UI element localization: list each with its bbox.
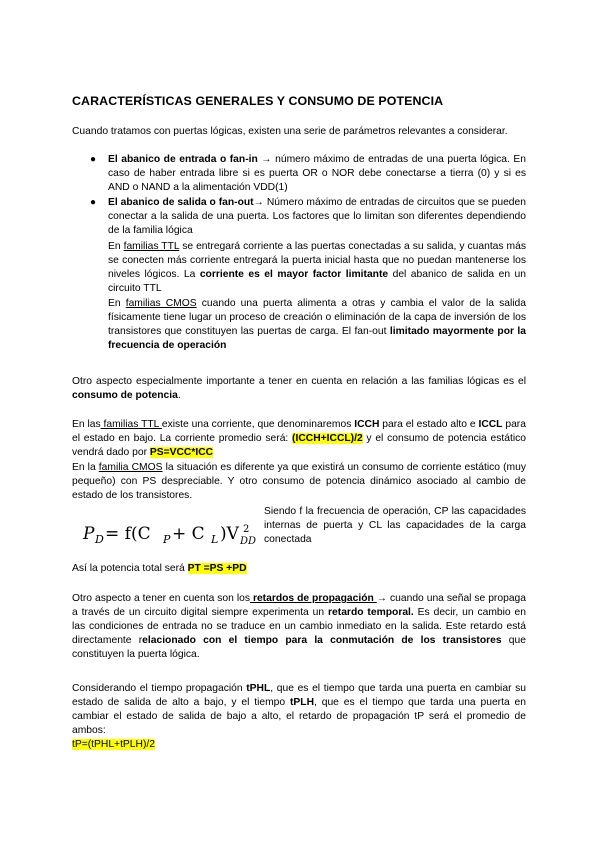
bullet-icon: ● [90,197,97,208]
formula-lhs: P [83,524,95,544]
tp-formula-highlight: tP=(tPHL+tPLH)/2 [72,739,155,750]
delay-bold1: retardo temporal. [328,607,414,618]
iccl-term: ICCL [478,419,503,430]
formula-lhs-sub: D [95,533,104,546]
familias-ttl-link-2: familias TTL [100,419,162,430]
ttl-prefix: En [108,241,124,252]
bullet-icon: ● [90,154,97,165]
power-intro-bold: consumo de potencia [72,390,178,401]
delay-bold2: elacionado con el tiempo para la conmutación de los transistores [142,635,502,646]
formula-v-sub: DD [240,536,257,547]
tp-p3: , que es el tiempo que tarda una puerta en cambiar el estado de salida de bajo a alto, el retardo de propagación tP será el promedio de ambos: [72,697,527,736]
formula-cl-sub: L [211,533,219,546]
power-intro-text: Otro aspecto especialmente importante a tener en cuenta en relación a las familias lógicas es el [72,376,526,387]
familias-cmos-link: familias CMOS [125,298,197,309]
fanout-arrow: → [253,197,267,208]
ttl-power-p5: y el consumo de potencia estático vendrá dado por [72,433,526,458]
formula-eq: = f(C [105,524,151,544]
page-title: CARACTERÍSTICAS GENERALES Y CONSUMO DE POTENCIA [72,94,444,108]
fanout-cmos-paragraph [108,297,526,353]
power-intro-paragraph [72,375,526,403]
tphl-term: tPHL [246,683,271,694]
ttl-text: se entregará corriente a las puertas conectadas a su salida, y cuantas más se conecten más corriente entregará la puerta inicial hasta que no puedan mantenerse los niveles lógicos. La [108,241,526,280]
ttl-end: del abanico de salida en un circuito TTL [108,269,526,294]
formula-cp-sub: P [163,533,171,546]
familia-cmos-link: familia CMOS [98,462,163,473]
tp-p1: Considerando el tiempo propagación [72,683,247,694]
fanout-ttl-paragraph [108,240,526,296]
formula-plus: + C [172,524,205,544]
formula-v-sup: 2 [243,524,250,535]
formula-note-text: Siendo f la frecuencia de operación, CP las capacidades internas de puerta y CL las capacidades de la carga conectada [264,506,526,545]
cmos-prefix: En [108,298,126,309]
intro-paragraph [72,125,526,139]
fanout-term: El abanico de salida o fan-out [108,197,254,208]
ttl-power-p3: para el estado alto e [379,419,479,430]
total-power-paragraph [72,562,526,576]
ttl-bold: corriente es el mayor factor limitante [199,269,389,280]
fanin-arrow: → [257,154,276,165]
delay-p3: Es decir, un cambio en las condiciones de entrada no se traduce en un cambio inmediato en la salida. Este retardo está directamente r [72,607,527,646]
delay-p1: Otro aspecto a tener en cuenta son los [72,593,250,604]
tplh-term: tPLH [289,697,315,708]
fanout-item [108,196,526,238]
formula-svg [80,518,260,548]
formula-note [264,505,526,547]
avg-current-highlight: (ICCH+ICCL)/2 [292,433,363,444]
delay-p4: que constituyen la puerta lógica. [72,635,526,660]
cmos-text: cuando una puerta alimenta a otras y cambia el valor de la salida físicamente tiene lugar un proceso de creación o eliminación de la capa de inversión de los transistores que constituyen las puertas de carga. El fan-out [108,298,526,337]
cmos-power-p1: En la [72,462,99,473]
tp-paragraph [72,682,526,752]
icch-term: ICCH [354,419,380,430]
delay-paragraph [72,592,526,662]
cmos-power-paragraph [72,461,526,503]
fanin-item [108,153,526,195]
dynamic-power-formula [80,518,260,548]
ttl-power-p2: existe una corriente, que denominaremos [161,419,355,430]
cmos-power-p2: la situación es diferente ya que existirá un consumo de corriente estático (muy pequeño) con PS despreciable. Y otro consumo de potencia dinámico asociado al cambio de estado de los transistores. [72,462,526,501]
pt-formula-highlight: PT =PS +PD [187,563,247,574]
fanin-text: número máximo de entradas de una puerta lógica. En caso de haber entrada libre si es puerta OR o NOR debe conectarse a tierra (0) y si es AND o NAND a la alimentación VDD(1) [108,154,526,193]
tp-p2: , que es el tiempo que tarda una puerta en cambiar su estado de salida de alto a bajo, y el tiempo [72,683,527,708]
intro-text: Cuando tratamos con puertas lógicas, existen una serie de parámetros relevantes a considerar. [72,126,508,137]
ttl-power-p1: En las [72,419,101,430]
familias-ttl-link: familias TTL [123,241,180,252]
fanin-term: El abanico de entrada o fan-in [108,154,258,165]
delay-p2: → cuando una señal se propaga a través de un circuito digital siempre experimenta un [72,593,526,618]
fanout-text: Número máximo de entradas de circuitos que se pueden conectar a la salida de una puerta. Los factores que lo limitan son diferentes dependiendo de la familia lógica [108,197,526,236]
total-text: Así la potencia total será [72,563,188,574]
ttl-power-p4: para el estado en bajo. La corriente promedio será: [72,419,526,444]
retardos-term: retardos de propagación [250,593,377,604]
formula-close: )V [220,524,239,544]
ps-formula-highlight: PS=VCC*ICC [149,447,214,458]
power-intro-end: . [177,390,181,401]
ttl-power-paragraph [72,418,526,460]
cmos-bold: limitado mayormente por la frecuencia de operación [108,326,526,351]
